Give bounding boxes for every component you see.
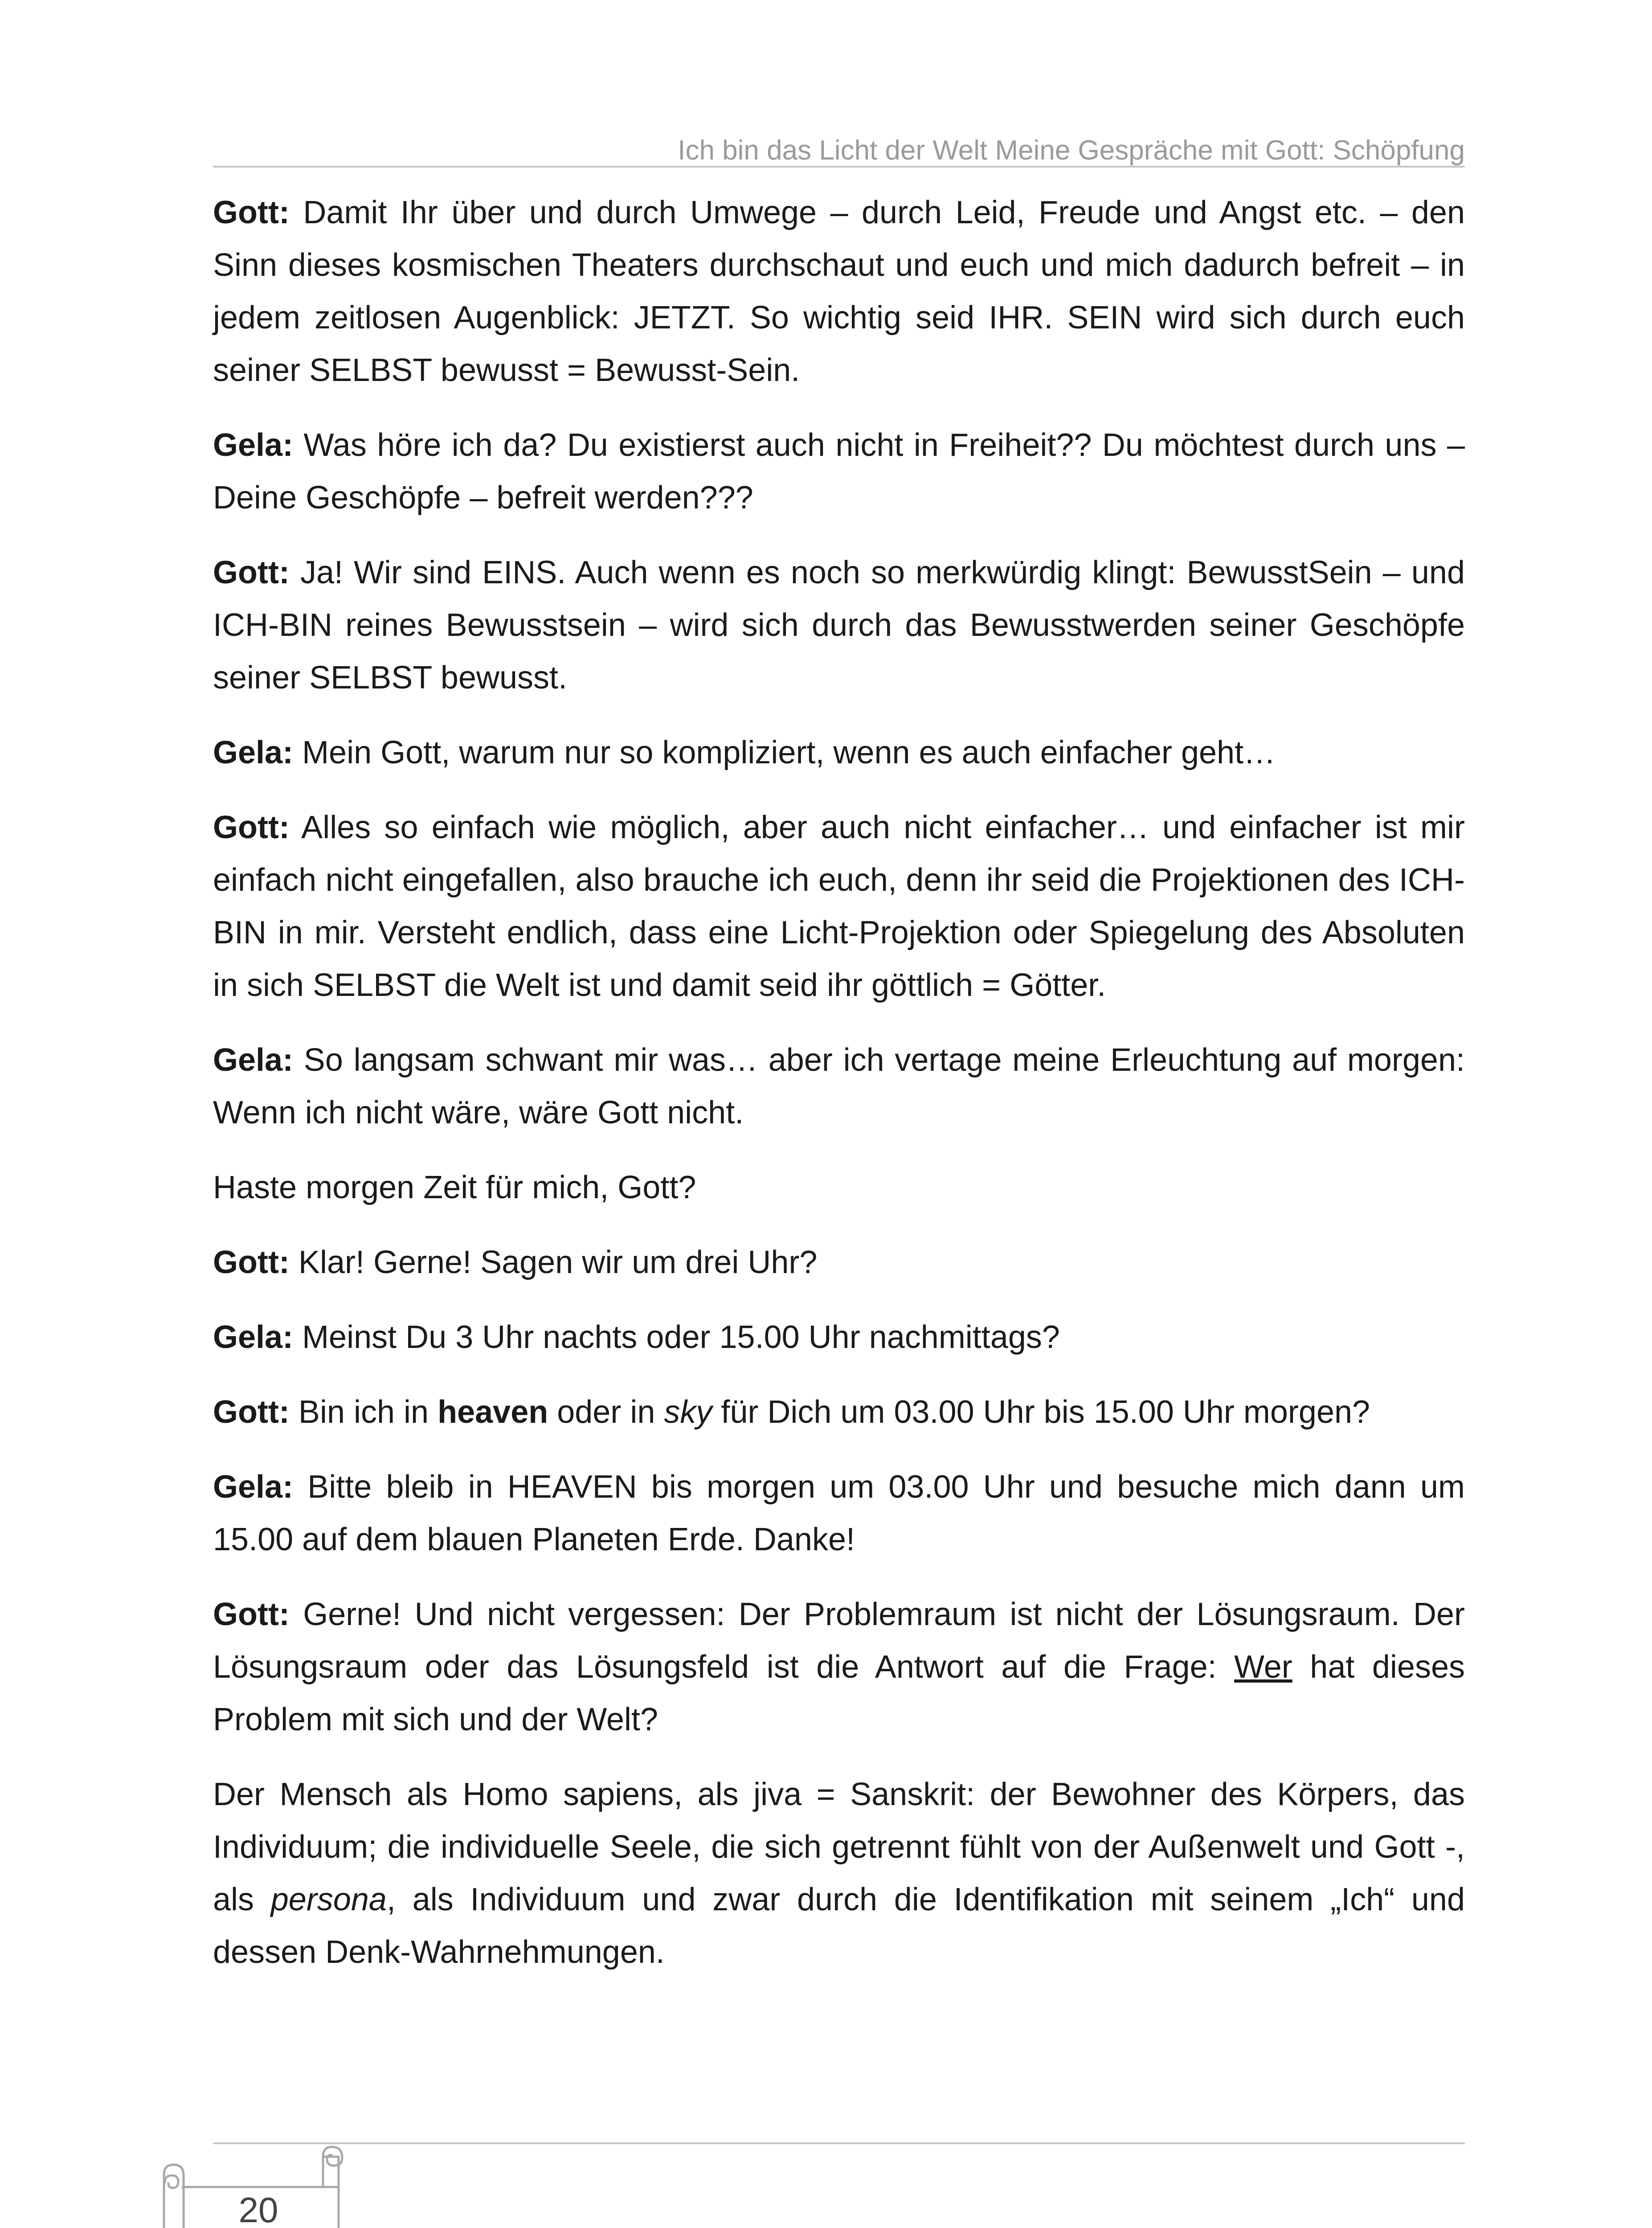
header-divider: [213, 166, 1465, 168]
speaker-label: Gott:: [213, 810, 290, 845]
emphasis-italic: sky: [664, 1394, 712, 1430]
speaker-label: Gela:: [213, 427, 294, 463]
speaker-label: Gela:: [213, 1469, 294, 1505]
paragraph-text: oder in: [548, 1394, 664, 1430]
paragraph-text: Bin ich in: [289, 1394, 438, 1430]
speaker-label: Gott:: [213, 1245, 290, 1280]
paragraph: [213, 801, 1465, 1012]
speaker-label: Gott:: [213, 555, 290, 590]
paragraph-text: Ja! Wir sind EINS. Auch wenn es noch so merkwürdig klingt: BewusstSein – und ICH-BIN reines Bewusstsein – wird sich durch das Bewusstwerden seiner Geschöpfe seiner SELBST bewusst.: [213, 555, 1465, 696]
paragraph: [213, 1236, 1465, 1289]
emphasis-underline: Wer: [1234, 1649, 1292, 1685]
paragraph: [213, 726, 1465, 779]
paragraph-text: hat dieses Problem mit sich und der Welt?: [213, 1649, 1465, 1737]
paragraph-text: , als Individuum und zwar durch die Identifikation mit seinem „Ich“ und dessen Denk-Wahrnehmungen.: [213, 1882, 1465, 1970]
paragraph-text: So langsam schwant mir was… aber ich vertage meine Erleuchtung auf morgen: Wenn ich nicht wäre, wäre Gott nicht.: [213, 1042, 1465, 1130]
paragraph: [213, 546, 1465, 704]
page-body: [213, 186, 1465, 2001]
running-header: Ich bin das Licht der Welt Meine Gespräche mit Gott: Schöpfung: [678, 135, 1465, 166]
speaker-label: Gela:: [213, 735, 294, 770]
paragraph-text: Der Mensch als Homo sapiens, als jiva = Sanskrit: der Bewohner des Körpers, das Individuum; die individuelle Seele, die sich getrennt fühlt von der Außenwelt und Gott -, als: [213, 1777, 1465, 1917]
speaker-label: Gott:: [213, 1597, 290, 1632]
paragraph: [213, 1161, 1465, 1214]
paragraph-text: Gerne! Und nicht vergessen: Der Problemraum ist nicht der Lösungsraum. Der Lösungsraum oder das Lösungsfeld ist die Antwort auf die Frage:: [213, 1597, 1465, 1685]
paragraph: [213, 1588, 1465, 1746]
paragraph-text: Meinst Du 3 Uhr nachts oder 15.00 Uhr nachmittags?: [293, 1319, 1060, 1355]
paragraph: [213, 1386, 1465, 1438]
paragraph: [213, 1311, 1465, 1364]
emphasis-bold: heaven: [438, 1394, 548, 1430]
paragraph-text: Was höre ich da? Du existierst auch nicht in Freiheit?? Du möchtest durch uns – Deine Geschöpfe – befreit werden???: [213, 427, 1465, 516]
paragraph: [213, 1461, 1465, 1566]
paragraph-text: Damit Ihr über und durch Umwege – durch Leid, Freude und Angst etc. – den Sinn dieses kosmischen Theaters durchschaut und euch und mich dadurch befreit – in jedem zeitlosen Augenblick: JETZT. So wichtig seid IHR. SEIN wird sich durch euch seiner SELBST bewusst = Bewusst-Sein.: [213, 195, 1465, 388]
paragraph-text: für Dich um 03.00 Uhr bis 15.00 Uhr morgen?: [712, 1394, 1370, 1430]
paragraph: [213, 419, 1465, 524]
paragraph: [213, 186, 1465, 397]
page-number: 20: [238, 2190, 278, 2228]
paragraph-text: Haste morgen Zeit für mich, Gott?: [213, 1170, 696, 1205]
paragraph: [213, 1034, 1465, 1139]
speaker-label: Gela:: [213, 1042, 294, 1078]
speaker-label: Gott:: [213, 1394, 290, 1430]
speaker-label: Gela:: [213, 1319, 294, 1355]
speaker-label: Gott:: [213, 195, 290, 230]
paragraph-text: Klar! Gerne! Sagen wir um drei Uhr?: [289, 1245, 818, 1280]
paragraph: [213, 1768, 1465, 1978]
footer-divider: [213, 2142, 1465, 2144]
paragraph-text: Bitte bleib in HEAVEN bis morgen um 03.00 Uhr und besuche mich dann um 15.00 auf dem blauen Planeten Erde. Danke!: [213, 1469, 1465, 1557]
paragraph-text: Alles so einfach wie möglich, aber auch nicht einfacher… und einfacher ist mir einfach nicht eingefallen, also brauche ich euch, denn ihr seid die Projektionen des ICH-BIN in mir. Versteht endlich, dass eine Licht-Projektion oder Spiegelung des Absoluten in sich SELBST die Welt ist und damit seid ihr göttlich = Götter.: [213, 810, 1465, 1003]
emphasis-italic: persona: [270, 1882, 387, 1917]
paragraph-text: Mein Gott, warum nur so kompliziert, wenn es auch einfacher geht…: [293, 735, 1276, 770]
